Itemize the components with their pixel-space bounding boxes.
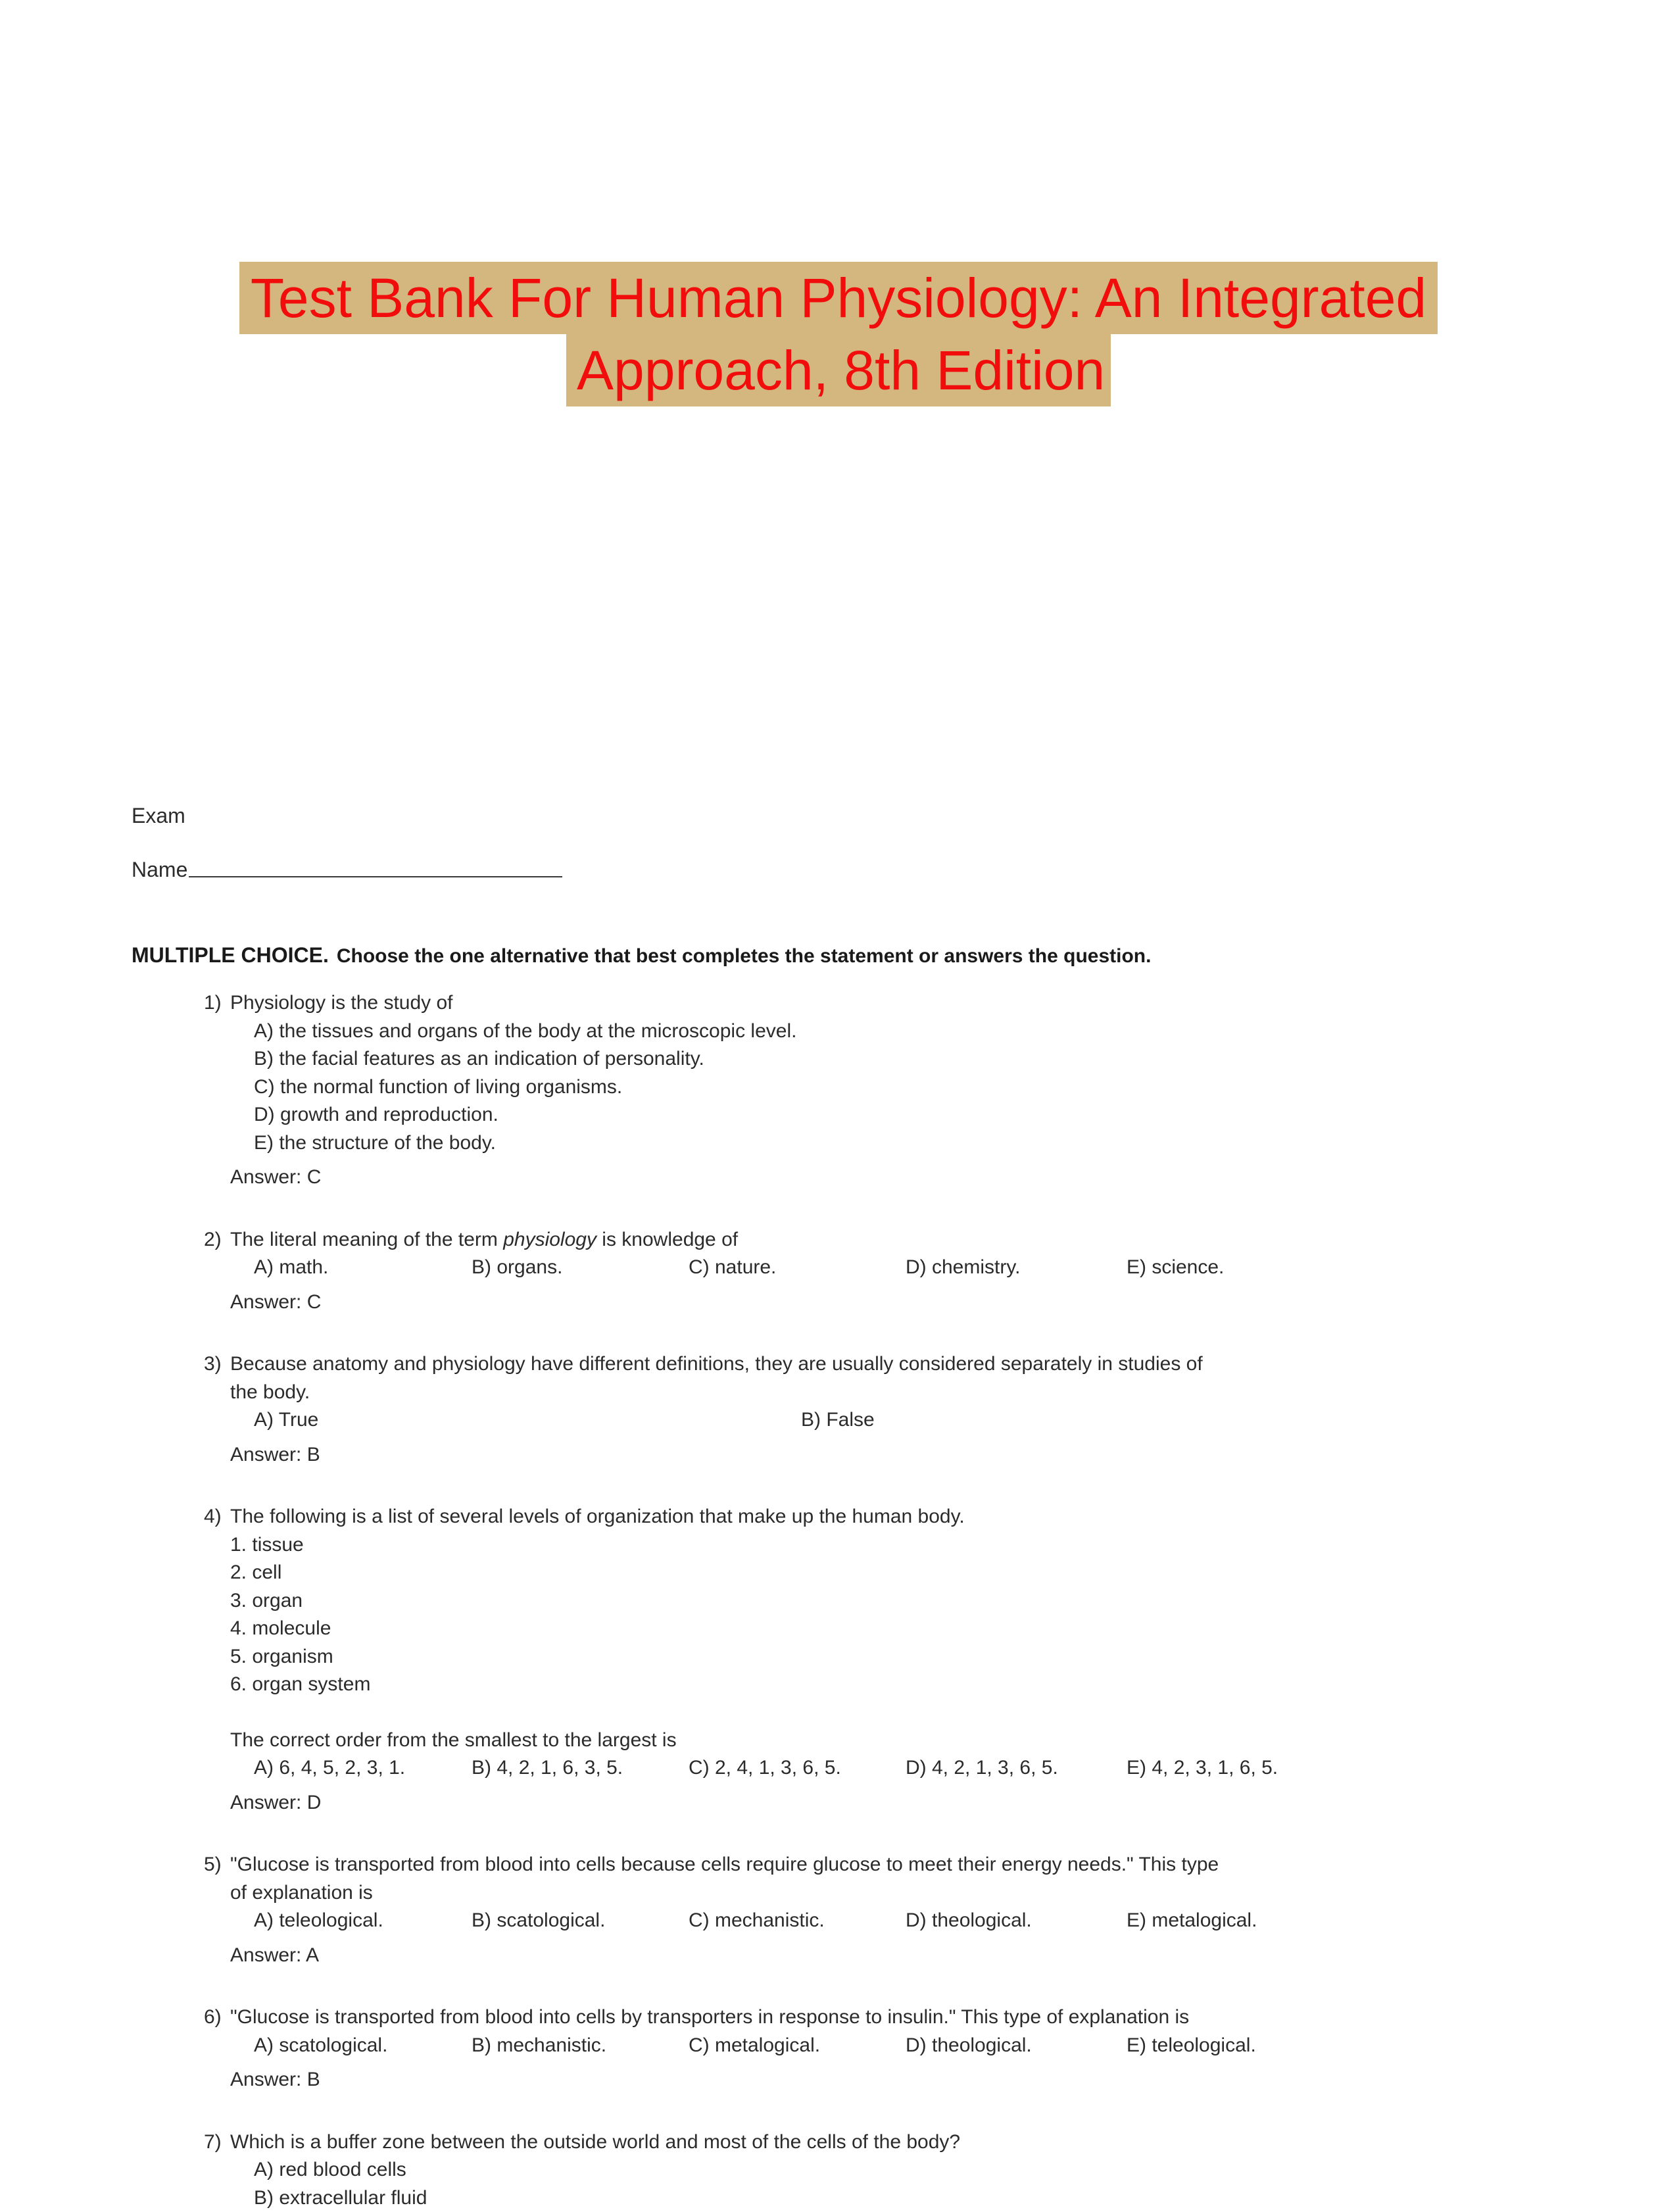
- question-5: [204, 1851, 1322, 1969]
- question-prompt: The correct order from the smallest to the largest is: [204, 1727, 1322, 1755]
- question-number: 3): [204, 1350, 230, 1379]
- question-2: [204, 1226, 1322, 1317]
- option-a: A) True: [254, 1406, 801, 1435]
- question-stem-line-2: the body.: [204, 1379, 1322, 1407]
- option-b: B) False: [801, 1406, 875, 1435]
- option-list: [204, 1018, 1322, 1158]
- title-line-1: Test Bank For Human Physiology: An Integrated: [239, 262, 1438, 334]
- question-stem-line-2: of explanation is: [204, 1879, 1322, 1907]
- option-a: A) scatological.: [254, 2032, 472, 2060]
- option-d: D) growth and reproduction.: [254, 1101, 1322, 1129]
- question-stem: The literal meaning of the term physiology is knowledge of: [230, 1226, 1322, 1254]
- option-d: D) 4, 2, 1, 3, 6, 5.: [906, 1754, 1127, 1782]
- option-c: C) metalogical.: [689, 2032, 906, 2060]
- question-number: 7): [204, 2128, 230, 2157]
- question-number: 5): [204, 1851, 230, 1879]
- list-item: 3. organ: [230, 1587, 1322, 1615]
- list-item: 2. cell: [230, 1559, 1322, 1587]
- option-row: [204, 1754, 1322, 1782]
- option-b: B) scatological.: [472, 1907, 689, 1935]
- italic-term: physiology: [503, 1229, 596, 1250]
- answer-key: Answer: C: [204, 1164, 1322, 1192]
- option-c: C) nature.: [689, 1254, 906, 1282]
- answer-key: Answer: B: [204, 1441, 1322, 1469]
- question-stem-line-1: Because anatomy and physiology have different definitions, they are usually considered separately in studies of: [230, 1350, 1322, 1379]
- option-c: C) mechanistic.: [689, 1907, 906, 1935]
- instructions-text: Choose the one alternative that best completes the statement or answers the question.: [337, 945, 1152, 967]
- option-a: A) red blood cells: [254, 2156, 1322, 2184]
- title-line-2: Approach, 8th Edition: [566, 334, 1111, 406]
- option-list: [204, 2156, 1322, 2212]
- name-blank-line: [189, 876, 562, 877]
- question-6: [204, 2003, 1322, 2094]
- option-e: E) metalogical.: [1127, 1907, 1257, 1935]
- name-label: Name: [132, 856, 187, 883]
- option-e: E) science.: [1127, 1254, 1224, 1282]
- question-stem: Physiology is the study of: [230, 989, 1322, 1018]
- option-row: [204, 1406, 1322, 1435]
- question-3: [204, 1350, 1322, 1469]
- answer-key: Answer: D: [204, 1789, 1322, 1817]
- question-1: [204, 989, 1322, 1192]
- list-item: 1. tissue: [230, 1531, 1322, 1560]
- list-item: 4. molecule: [230, 1615, 1322, 1643]
- organization-list: [204, 1531, 1322, 1699]
- option-row: [204, 1907, 1322, 1935]
- option-row: [204, 2032, 1322, 2060]
- answer-key: Answer: A: [204, 1942, 1322, 1970]
- list-item: 5. organism: [230, 1643, 1322, 1671]
- exam-label: Exam: [132, 802, 185, 829]
- option-e: E) 4, 2, 3, 1, 6, 5.: [1127, 1754, 1278, 1782]
- option-a: A) the tissues and organs of the body at the microscopic level.: [254, 1018, 1322, 1046]
- question-7: [204, 2128, 1322, 2212]
- answer-key: Answer: B: [204, 2066, 1322, 2094]
- option-d: D) theological.: [906, 1907, 1127, 1935]
- option-a: A) math.: [254, 1254, 472, 1282]
- question-stem: Which is a buffer zone between the outside world and most of the cells of the body?: [230, 2128, 1322, 2157]
- option-b: B) mechanistic.: [472, 2032, 689, 2060]
- section-heading: MULTIPLE CHOICE.: [132, 943, 329, 967]
- option-c: C) the normal function of living organisms.: [254, 1073, 1322, 1102]
- option-c: C) 2, 4, 1, 3, 6, 5.: [689, 1754, 906, 1782]
- question-4: [204, 1503, 1322, 1817]
- answer-key: Answer: C: [204, 1289, 1322, 1317]
- option-a: A) 6, 4, 5, 2, 3, 1.: [254, 1754, 472, 1782]
- section-instructions: [132, 942, 1151, 970]
- question-list: [204, 989, 1322, 2212]
- option-b: B) organs.: [472, 1254, 689, 1282]
- option-row: [204, 1254, 1322, 1282]
- option-e: E) the structure of the body.: [254, 1129, 1322, 1158]
- option-b: B) extracellular fluid: [254, 2184, 1322, 2212]
- question-number: 6): [204, 2003, 230, 2032]
- question-number: 1): [204, 989, 230, 1018]
- option-b: B) 4, 2, 1, 6, 3, 5.: [472, 1754, 689, 1782]
- list-item: 6. organ system: [230, 1671, 1322, 1699]
- name-field: [132, 856, 562, 883]
- question-stem: The following is a list of several levels of organization that make up the human body.: [230, 1503, 1322, 1531]
- question-number: 2): [204, 1226, 230, 1254]
- question-stem-line-1: "Glucose is transported from blood into cells because cells require glucose to meet their energy needs." This type: [230, 1851, 1322, 1879]
- option-d: D) theological.: [906, 2032, 1127, 2060]
- option-e: E) teleological.: [1127, 2032, 1256, 2060]
- question-number: 4): [204, 1503, 230, 1531]
- question-stem: "Glucose is transported from blood into cells by transporters in response to insulin." This type of explanation is: [230, 2003, 1322, 2032]
- document-title: [0, 262, 1677, 406]
- option-b: B) the facial features as an indication of personality.: [254, 1045, 1322, 1073]
- option-d: D) chemistry.: [906, 1254, 1127, 1282]
- option-a: A) teleological.: [254, 1907, 472, 1935]
